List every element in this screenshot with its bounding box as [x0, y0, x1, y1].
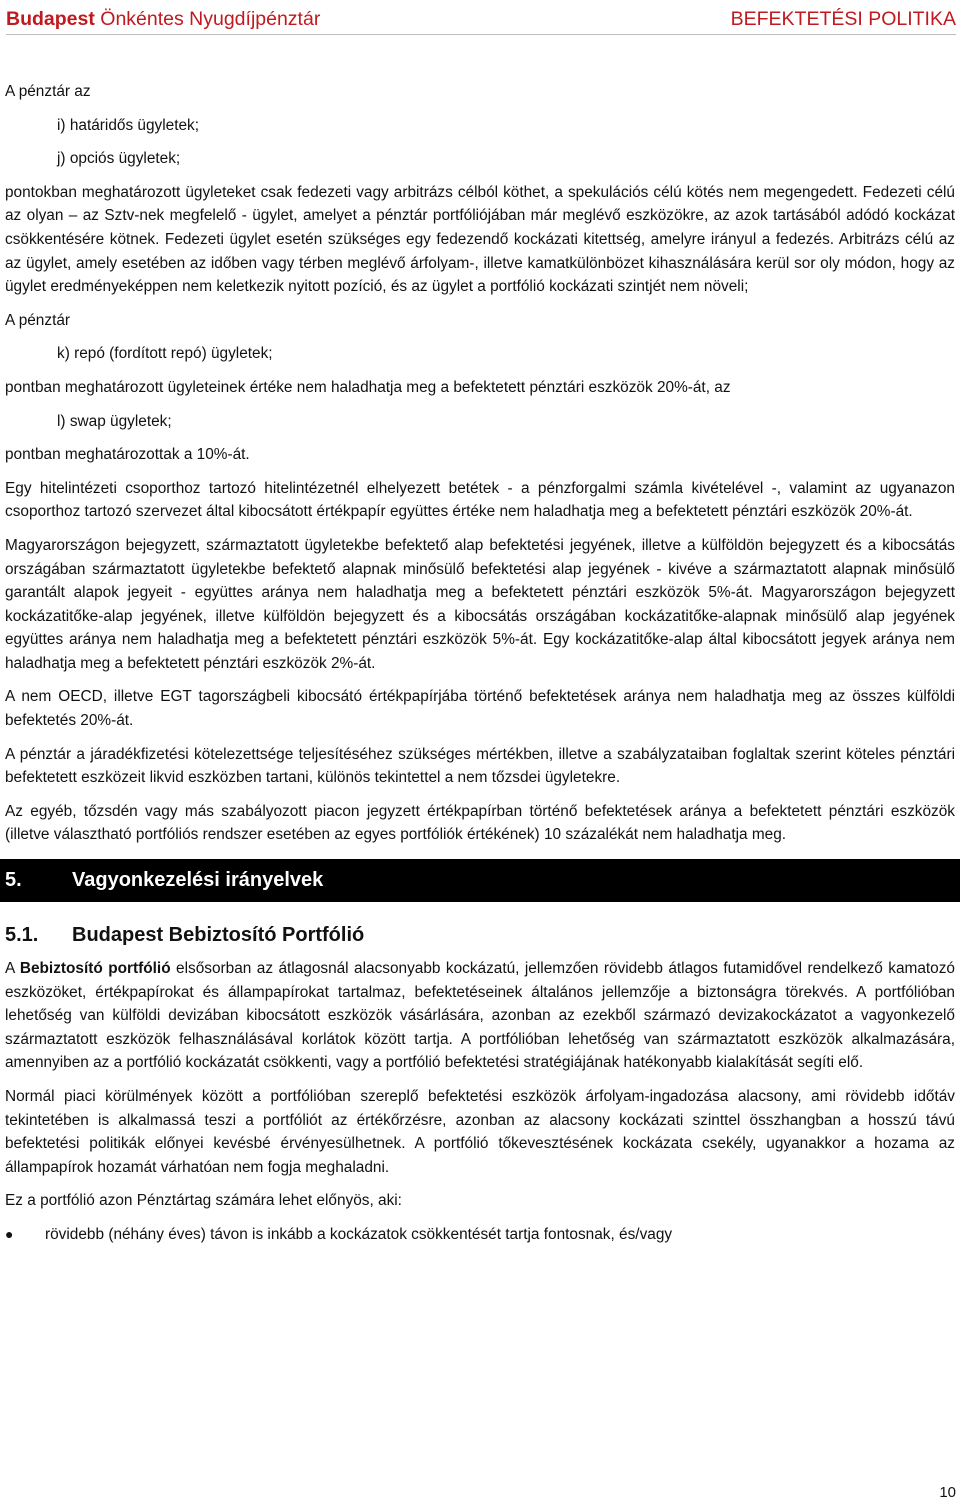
page-content — [5, 80, 955, 1247]
section-title: Vagyonkezelési irányelvek — [72, 869, 324, 892]
paragraph-other-securities: Az egyéb, tőzsdén vagy más szabályozott piacon jegyzett értékpapírban történő befektetések aránya a befektetett pénztári eszközök (illetve választható portfóliós rendszer esetében az egyes portfóliók értékének) 10 százalékát nem haladhatja meg. — [5, 802, 955, 844]
header-brand — [6, 8, 320, 31]
text-rest: elsősorban az átlagosnál alacsonyabb kockázatú, jellemzően rövidebb átlagos futamidővel rendelkező kamatozó eszközöket, értékpapírokat és állampapírokat tartalmaz, befektetéseinek általános jellemzője a biztonságra törekvés. A portfólióban lehetőség van külföldi devizában kibocsátott eszközök vásárlására, azonban az ezekből származó devizakockázatot a vagyonkezelő származtatott eszközök felhasználásával korlátok között tartja. A portfólióban lehetőség van származtatott eszközök alkalmazására, amennyiben az a portfólió kockázatát csökkenti, vagy a portfólió befektetési stratégiájának hatékonyabb kialakítását segíti elő. — [5, 960, 955, 1072]
list-item-l: l) swap ügyletek; — [57, 412, 172, 430]
list-item-j: j) opciós ügyletek; — [57, 150, 181, 168]
section-heading-5 — [0, 859, 960, 902]
header-brand-bold: Budapest — [6, 7, 95, 30]
bullet-text: rövidebb (néhány éves) távon is inkább a kockázatok csökkentését tartja fontosnak, és/vagy — [45, 1225, 673, 1243]
portfolio-name-bold: Bebiztosító portfólió — [19, 960, 171, 978]
subsection-number: 5.1. — [5, 924, 39, 947]
paragraph-target-member: Ez a portfólió azon Pénztártag számára lehet előnyös, aki: — [5, 1192, 402, 1210]
paragraph-repo-limit: pontban meghatározott ügyleteinek értéke nem haladhatja meg a befektetett pénztári eszközök 20%-át, az — [5, 378, 731, 396]
paragraph-bank-deposits: Egy hitelintézeti csoporthoz tartozó hitelintézetnél elhelyezett betétek - a pénzforgalmi számla kivételével -, valamint az ugyanazon csoporthoz tartozó szervezet által kibocsátott értékpapír együttes értéke nem haladhatja meg a befektetett pénztári eszközök 20%-át. — [5, 479, 955, 521]
paragraph-portfolio-description — [5, 957, 955, 1075]
list-item-i: i) határidős ügyletek; — [57, 116, 200, 134]
paragraph-fund: A pénztár — [5, 311, 71, 329]
paragraph-hedging: pontokban meghatározott ügyleteket csak fedezeti vagy arbitrázs célból köthet, a spekulációs célú kötés nem megengedett. Fedezeti célú az olyan – az Sztv-nek megfelelő - ügylet, amelyet a pénztár portfóliójában már meglévő eszközökre, az azok tartásából adódó kockázat csökkentésére kötnek. Fedezeti ügylet esetén szükséges egy fedezendő kockázati kitettség, amelyre irányul a fedezés. Arbitrázs célú az az ügylet, amely esetében az időben vagy térben meglévő árfolyam-, illetve kamatkülönbözet kihasználására kerül sor oly módon, hogy az ügylet eredményeképpen nem keletkezik nyitott pozíció, és az ügylet a portfólió kockázati szintjét nem növeli; — [5, 183, 955, 296]
section-number: 5. — [5, 869, 22, 892]
subsection-title: Budapest Bebiztosító Portfólió — [72, 924, 365, 947]
page-number: 10 — [939, 1484, 956, 1501]
page-header — [6, 4, 956, 35]
header-doc-title: BEFEKTETÉSI POLITIKA — [730, 7, 956, 30]
subsection-heading-5-1 — [5, 924, 955, 947]
list-item-k: k) repó (fordított repó) ügyletek; — [57, 345, 273, 363]
paragraph-non-oecd: A nem OECD, illetve EGT tagországbeli kibocsátó értékpapírjába történő befektetések aránya nem haladhatja meg az összes külföldi befektetés 20%-át. — [5, 688, 955, 730]
list-item — [5, 1223, 955, 1247]
paragraph-liquidity: A pénztár a járadékfizetési kötelezettsége teljesítéséhez szükséges mértékben, illetve a szabályzataiban foglaltak szerint köteles pénztári befektetett eszközeit likvid eszközben tartani, különös tekintettel a nem tőzsdei ügyletekre. — [5, 745, 955, 787]
paragraph-swap-limit: pontban meghatározottak a 10%-át. — [5, 446, 250, 464]
paragraph-market-conditions: Normál piaci körülmények között a portfólióban szereplő befektetési eszközök árfolyam-ingadozása alacsony, ami rövidebb időtáv tekintetében is alkalmassá teszi a portfóliót az értékőrzésre, azonban az alacsony kockázati szinttel összhangban a hosszú távú befektetési politikák előnyei kevésbé érvényesülhetnek. A portfólió tőkevesztésének kockázata csekély, ugyanakkor a hozama az állampapírok hozamát várhatóan nem fogja meghaladni. — [5, 1088, 955, 1176]
text-prefix: A — [5, 960, 20, 978]
bullet-icon: ● — [5, 1225, 14, 1242]
header-brand-rest: Önkéntes Nyugdíjpénztár — [94, 7, 321, 30]
paragraph-derivative-funds: Magyarországon bejegyzett, származtatott ügyletekbe befektető alap befektetési jegyének, illetve a külföldön bejegyzett és a kibocsátás országában származtatott ügyletekbe befektető alapnak minősülő befektetési alap jegyének - kivéve a származtatott alapnak minősülő garantált alapok jegyeit - együttes aránya nem haladhatja meg a befektetett pénztári eszközök 5%-át. Magyarországon bejegyzett kockázatitőke-alap jegyének, illetve külföldön bejegyzett és a kibocsátás országában kockázatitőke-alapnak minősülő alap jegyének együttes aránya nem haladhatja meg a befektetett pénztári eszközök 5%-át. Egy kockázatitőke-alap által kibocsátott jegyek aránya nem haladhatja meg a befektetett pénztári eszközök 2%-át. — [5, 536, 955, 672]
paragraph-intro: A pénztár az — [5, 83, 91, 100]
